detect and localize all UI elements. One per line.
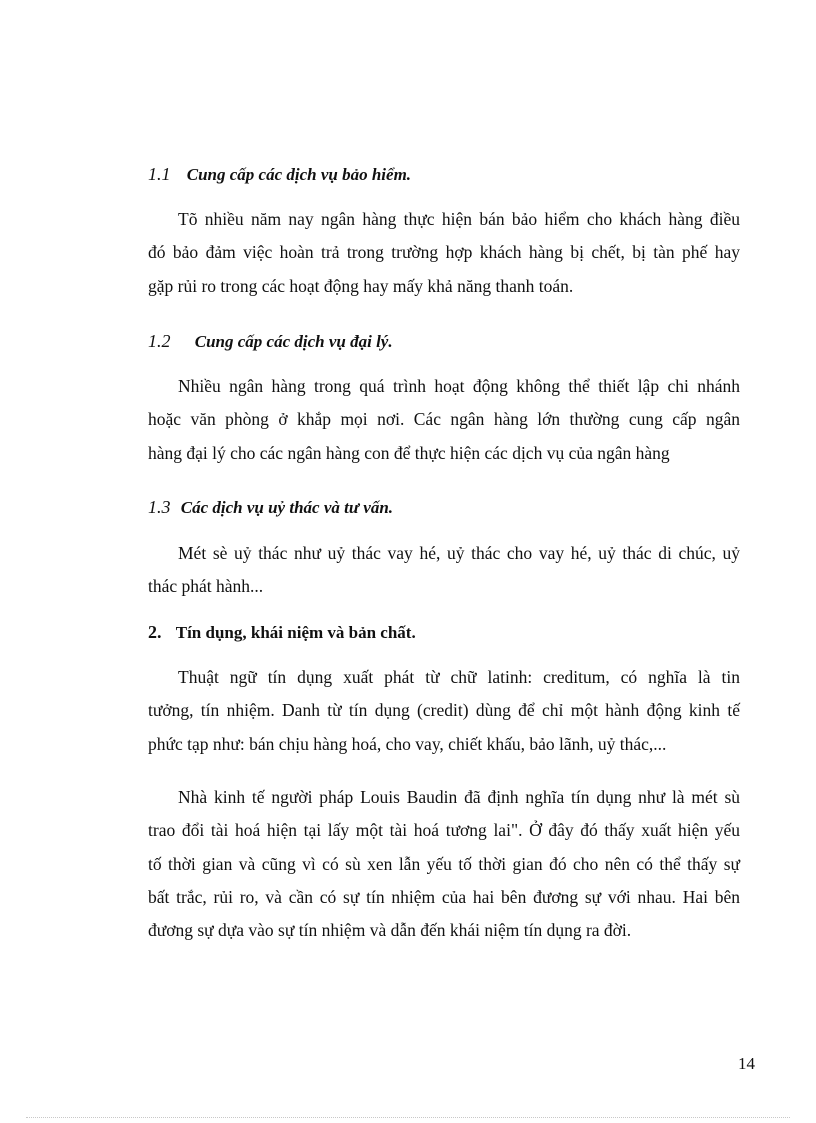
- paragraph-line: Nhà kinh tế người pháp Louis Baudin đã định nghĩa tín dụng như là mét sù: [178, 787, 740, 807]
- paragraph-line: hàng đại lý cho các ngân hàng con để thực hiện các dịch vụ của ngân hàng: [148, 442, 670, 463]
- paragraph-line: tố thời gian và cũng vì có sù xen lẫn yếu tố thời gian đó cho nên có thể thấy sự: [148, 853, 740, 874]
- paragraph-insurance: [148, 203, 740, 303]
- paragraph-agency: [148, 370, 740, 470]
- paragraph-line: Mét sè uỷ thác như uỷ thác vay hé, uỷ thác cho vay hé, uỷ thác di chúc, uỷ: [178, 543, 740, 563]
- section-title: Cung cấp các dịch vụ đại lý.: [194, 332, 393, 351]
- paragraph-line: gặp rủi ro trong các hoạt động hay mấy khả năng thanh toán.: [148, 275, 574, 296]
- section-number: 2.: [148, 622, 162, 642]
- paragraph-line: trao đổi tài hoá hiện tại lấy một tài hoá tương lai". Ở đây đó thấy xuất hiện yếu: [148, 820, 740, 841]
- paragraph-line: Thuật ngữ tín dụng xuất phát từ chữ latinh: creditum, có nghĩa là tin: [178, 667, 740, 687]
- paragraph-credit-definition: [148, 661, 740, 761]
- section-title: Các dịch vụ uỷ thác và tư vấn.: [180, 498, 394, 517]
- paragraph-line: thác phát hành...: [148, 576, 264, 597]
- section-heading-1-3: [148, 497, 393, 518]
- paragraph-line: bất trắc, rủi ro, và cần có sự tín nhiệm của hai bên đương sự với nhau. Hai bên: [148, 886, 740, 907]
- paragraph-line: đương sự dựa vào sự tín nhiệm và dẫn đến khái niệm tín dụng ra đời.: [148, 920, 632, 941]
- section-number: 1.3: [148, 497, 171, 517]
- paragraph-line: hoặc văn phòng ở khắp mọi nơi. Các ngân hàng lớn thường cung cấp ngân: [148, 409, 740, 430]
- footer-divider: [26, 1117, 790, 1118]
- section-title: Cung cấp các dịch vụ bảo hiểm.: [186, 165, 412, 184]
- section-title: Tín dụng, khái niệm và bản chất.: [175, 623, 416, 642]
- paragraph-line: Tõ nhiều năm nay ngân hàng thực hiện bán bảo hiểm cho khách hàng điều: [178, 209, 740, 229]
- page-number: 14: [738, 1054, 755, 1073]
- section-heading-2: [148, 622, 416, 643]
- paragraph-line: đó bảo đảm việc hoàn trả trong trường hợp khách hàng bị chết, bị tàn phế hay: [148, 242, 740, 263]
- section-heading-1-2: [148, 331, 393, 352]
- paragraph-line: Nhiều ngân hàng trong quá trình hoạt động không thể thiết lập chi nhánh: [178, 376, 740, 396]
- section-heading-1-1: [148, 164, 411, 185]
- paragraph-line: phức tạp như: bán chịu hàng hoá, cho vay, chiết khấu, bảo lãnh, uỷ thác,...: [148, 733, 667, 754]
- section-number: 1.1: [148, 164, 171, 184]
- paragraph-credit-baudin: [148, 781, 740, 947]
- paragraph-line: tưởng, tín nhiệm. Danh từ tín dụng (credit) dùng để chỉ một hành động kinh tế: [148, 700, 740, 721]
- paragraph-trust: [148, 537, 740, 604]
- section-number: 1.2: [148, 331, 171, 351]
